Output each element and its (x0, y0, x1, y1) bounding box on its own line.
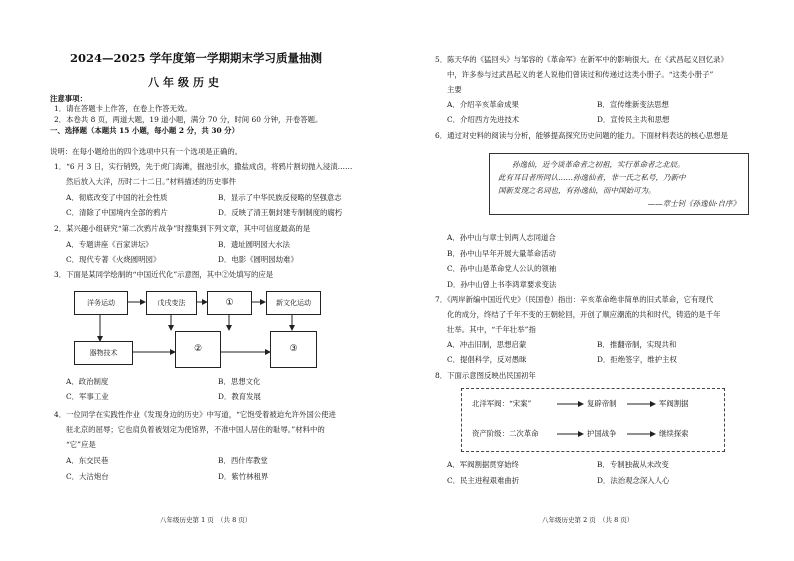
q5-option-a: A．介绍辛亥革命成果 (447, 100, 519, 109)
instruction: 说明：在每小题给出的四个选项中只有一个选项是正确的。 (50, 147, 243, 156)
q2-option-a: A．专题讲座《百家讲坛》 (66, 240, 153, 249)
diagram-box-blank-1: ① (207, 291, 252, 315)
q2-option-d: D．电影《圆明园劫难》 (218, 255, 298, 264)
q1-option-a: A．彻底改变了中国的社会性质 (66, 193, 168, 202)
diagram-box-xinwenhua: 新文化运动 (266, 291, 321, 315)
q8-option-c: C．民主进程艰难曲折 (447, 476, 520, 485)
q8-row2-mid: 护国战争 (587, 429, 617, 438)
q3-option-a: A．政治制度 (66, 377, 109, 386)
q4-option-b: B．西什库教堂 (218, 456, 268, 465)
footer-page-2: 八年级历史第 2 页 （共 8 页） (542, 516, 634, 524)
q5-option-b: B．宣传维新变法思想 (597, 100, 669, 109)
q1-line-2: 然后放入大洋，历时二十二日。”材料描述的历史事件 (66, 177, 237, 186)
q6-option-d: D．孙中山曾上书李鸿章要求变法 (447, 280, 557, 289)
exam-subtitle: 八年级历史 (148, 76, 223, 89)
q1-option-d: D．反映了清王朝封建专制制度的腐朽 (218, 208, 343, 217)
q7-option-a: A．冲击旧制，思想启蒙 (447, 340, 527, 349)
footer-page-1: 八年级历史第 1 页 （共 8 页） (160, 516, 252, 524)
q7-line-1: 7．《两岸新编中国近代史》（民国卷）指出：辛亥革命绝非简单的旧式革命，它有现代 (435, 295, 714, 304)
q7-option-b: B．推翻帝制，实现共和 (597, 340, 677, 349)
q8-row1-mid: 复辟帝制 (587, 399, 617, 408)
page-right (397, 0, 794, 561)
q5-line-3: 主要 (447, 85, 462, 94)
q5-option-c: C．介绍西方先进技术 (447, 115, 520, 124)
q6-quote-line-3: 国新发现之名词也，有孙逸仙，而中国始可为。 (498, 186, 656, 195)
q8-row1-start: 北洋军阀：“宋案” (472, 399, 532, 408)
q8-option-d: D．法治观念深入人心 (597, 476, 670, 485)
section-1-heading: 一、选择题（本题共 15 小题，每小题 2 分，共 30 分） (50, 126, 239, 135)
q4-option-c: C．大沽炮台 (66, 472, 109, 481)
q3-option-c: C．军事工业 (66, 392, 109, 401)
q5-line-1: 5．陈天华的《猛回头》与邹容的《革命军》在新军中的影响很大。在《武昌起义回忆录》 (435, 55, 728, 64)
diagram-box-blank-2: ② (175, 331, 221, 368)
q4-option-a: A．东交民巷 (66, 456, 109, 465)
q2-option-c: C．现代专著《火烧圆明园》 (66, 255, 161, 264)
q8-row1-end: 军阀割据 (659, 399, 689, 408)
q7-line-3: 壮举。其中，“千年壮举”指 (447, 325, 536, 334)
q8-option-b: B．专制独裁从未改变 (597, 460, 669, 469)
q6-option-c: C．孙中山是革命党人公认的领袖 (447, 264, 557, 273)
q4-option-d: D．紫竹林租界 (218, 472, 269, 481)
diagram-box-wuxu: 戊戌变法 (146, 291, 197, 315)
q4-line-2: 驻北京的屈辱；它也肩负着被划定为使馆界，不准中国人居住的耻辱。”材料中的 (66, 425, 325, 434)
q4-line-3: “它”应是 (66, 440, 96, 449)
diagram-box-blank-3: ③ (270, 331, 317, 368)
q1-option-c: C．清除了中国境内全部的鸦片 (66, 208, 168, 217)
notice-2: 2．本卷共 8 页，两道大题，19 道小题，满分 70 分，时间 60 分钟，开卷答题。 (54, 115, 323, 124)
q6-quote-line-2: 此有耳目者所同认……孙逸仙者，非一氏之私号，乃新中 (498, 173, 686, 182)
q3-line-1: 3．下面是某同学绘制的“中国近代化”示意图，其中②处填写的应是 (54, 270, 274, 279)
q6-line-1: 6．通过对史料的阅读与分析，能够提高探究历史问题的能力。下面材料表达的核心思想是 (435, 131, 728, 140)
q3-option-b: B．思想文化 (218, 377, 261, 386)
q8-row2-end: 继续探索 (659, 429, 689, 438)
q7-line-2: 化的成分，终结了千年不变的王朝轮回，开创了顺应潮流的共和时代，铸造的是千年 (447, 310, 721, 319)
q5-option-d: D．宣传民主共和思想 (597, 115, 670, 124)
q6-option-b: B．孙中山早年开展大量革命活动 (447, 249, 556, 258)
q2-line-1: 2．某兴趣小组研究“第二次鸦片战争”时搜集到下列文章，其中可信度最高的是 (54, 224, 311, 233)
exam-title: 2024—2025 学年度第一学期期末学习质量抽测 (70, 51, 323, 65)
q7-option-d: D．拒绝签字，维护主权 (597, 355, 677, 364)
notice-1: 1．请在答题卡上作答，在卷上作答无效。 (54, 104, 192, 113)
q8-row2-start: 资产阶级：二次革命 (472, 429, 539, 438)
q1-line-1: 1．“6 月 3 日，实行销毁，先于虎门海滩，掘池引水，撒盐成卤，将鸦片割切抛入浸渍…… (54, 162, 353, 171)
q1-option-b: B．显示了中华民族反侵略的坚强意志 (218, 193, 342, 202)
q6-option-a: A．孙中山与章士钊两人志同道合 (447, 233, 556, 242)
q7-option-c: C．提倡科学，反对愚昧 (447, 355, 527, 364)
diagram-box-yangwu: 洋务运动 (74, 291, 128, 315)
q8-line-1: 8．下面示意图反映出民国初年 (435, 371, 536, 380)
diagram-box-qiwu: 器物技术 (74, 341, 133, 365)
q5-line-2: 中，许多参与过武昌起义的老人说他们曾读过和传递过这类小册子。“这类小册子” (447, 70, 714, 79)
q2-option-b: B．遗址圆明园大水法 (218, 240, 290, 249)
q8-option-a: A．军阀割据贯穿始终 (447, 460, 519, 469)
q4-line-1: 4．一位同学在实践性作业《发现身边的历史》中写道，“它饱受着被迫允许外国公使进 (54, 410, 336, 419)
q6-quote-line-1: 孙逸仙，近今谈革命者之初祖，实行革命者之北辰。 (512, 160, 685, 169)
notice-title: 注意事项： (50, 94, 87, 103)
q3-option-d: D．教育发展 (218, 392, 261, 401)
q6-quote-source: ——章士钊《孙逸仙·自序》 (647, 199, 740, 208)
